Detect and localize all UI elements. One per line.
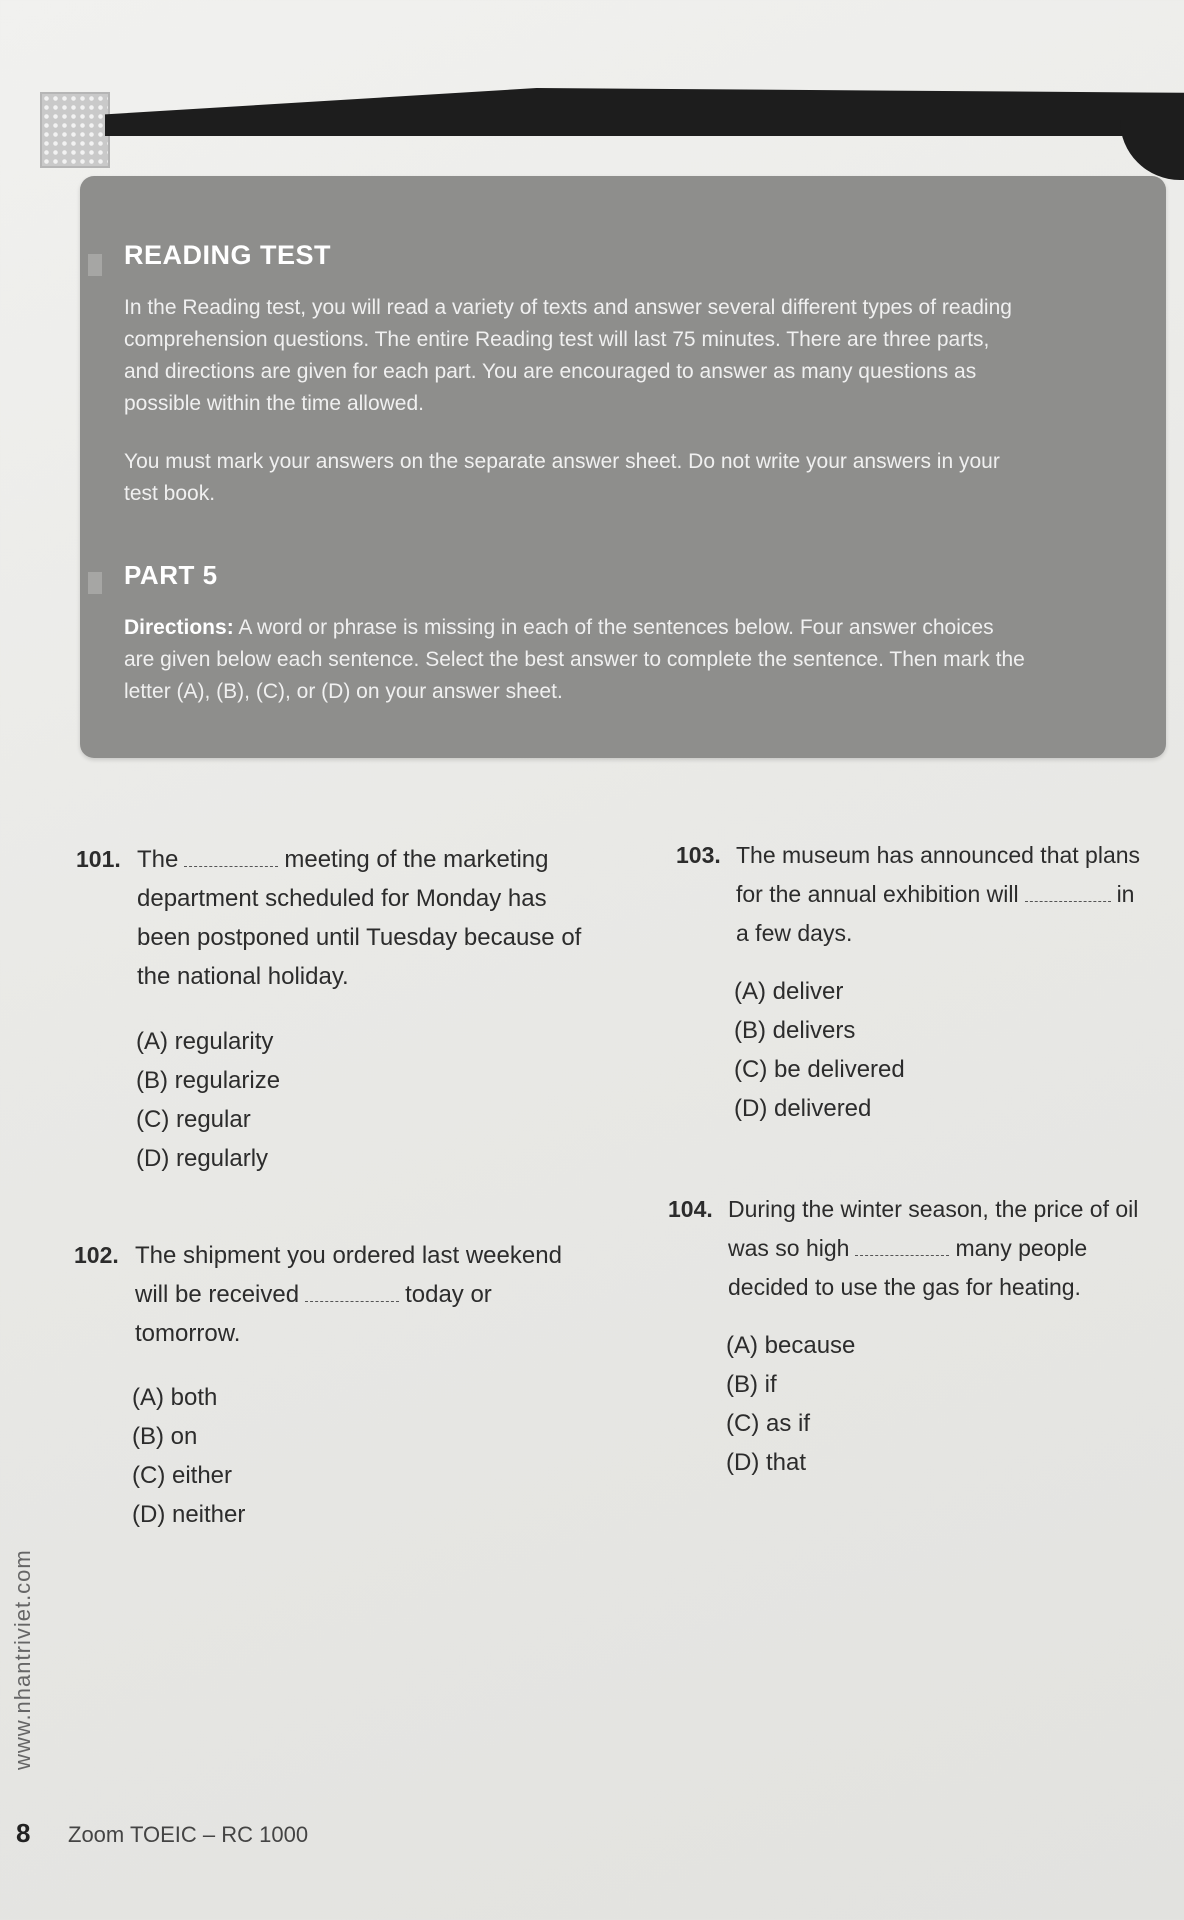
question-text — [728, 1190, 1178, 1307]
question-line: tomorrow. — [135, 1320, 241, 1347]
directions-label: Directions: — [124, 616, 234, 639]
intro-line: possible within the time allowed. — [124, 392, 424, 415]
question-line: for the annual exhibition will — [736, 881, 1019, 907]
answer-options — [726, 1326, 855, 1482]
answer-blank — [184, 852, 278, 867]
option-a[interactable]: (A) regularity — [136, 1028, 274, 1055]
intro-paragraph — [124, 292, 1012, 420]
reading-test-title: READING TEST — [124, 240, 332, 270]
dot-pattern-decoration — [40, 92, 110, 168]
answer-options — [136, 1022, 280, 1178]
option-b[interactable]: (B) delivers — [734, 1017, 856, 1044]
question-text — [736, 836, 1184, 953]
option-c[interactable]: (C) as if — [726, 1410, 810, 1437]
option-d[interactable]: (D) neither — [132, 1501, 246, 1528]
question-line: The — [137, 846, 179, 873]
question-line: The museum has announced that plans — [736, 842, 1141, 868]
answer-blank — [855, 1241, 949, 1256]
header-bar-decoration — [105, 88, 1184, 136]
heading-marker — [88, 572, 102, 594]
option-a[interactable]: (A) both — [132, 1384, 218, 1411]
intro-line: In the Reading test, you will read a variety of texts and answer several different types of reading — [124, 296, 1012, 319]
question-number: 104. — [668, 1196, 713, 1222]
question-number: 103. — [676, 842, 721, 868]
question-text — [135, 1236, 635, 1353]
question-number: 102. — [74, 1242, 119, 1268]
question-line: During the winter season, the price of oil — [728, 1196, 1139, 1222]
question-line: the national holiday. — [137, 963, 349, 990]
header-bar-curve — [1120, 120, 1184, 180]
intro-line: and directions are given for each part. You are encouraged to answer as many questions as — [124, 360, 977, 383]
question-102 — [74, 1236, 634, 1536]
question-line: decided to use the gas for heating. — [728, 1274, 1081, 1300]
answer-blank — [305, 1287, 399, 1302]
question-line: department scheduled for Monday has — [137, 885, 547, 912]
option-c[interactable]: (C) be delivered — [734, 1056, 905, 1083]
answer-options — [734, 972, 905, 1128]
instructions-panel — [80, 176, 1166, 758]
directions-line: letter (A), (B), (C), or (D) on your answer sheet. — [124, 680, 563, 703]
directions-line: A word or phrase is missing in each of the sentences below. Four answer choices — [233, 616, 994, 639]
question-number: 101. — [76, 846, 121, 872]
directions-line: are given below each sentence. Select the best answer to complete the sentence. Then mark the — [124, 648, 1025, 671]
book-title: Zoom TOEIC – RC 1000 — [68, 1822, 309, 1847]
directions-paragraph — [124, 612, 1025, 708]
part-title: PART 5 — [124, 560, 218, 590]
answer-blank — [1025, 887, 1111, 902]
option-b[interactable]: (B) regularize — [136, 1067, 281, 1094]
question-line: a few days. — [736, 920, 853, 946]
question-line: meeting of the marketing — [284, 846, 549, 873]
option-a[interactable]: (A) deliver — [734, 978, 844, 1005]
question-101 — [76, 840, 636, 1180]
option-d[interactable]: (D) delivered — [734, 1095, 872, 1122]
option-b[interactable]: (B) on — [132, 1423, 198, 1450]
question-text — [137, 840, 637, 996]
question-line: many people — [955, 1235, 1088, 1261]
answer-sheet-paragraph — [124, 446, 1000, 510]
question-line: The shipment you ordered last weekend — [135, 1242, 562, 1269]
question-104 — [668, 1190, 1176, 1490]
option-b[interactable]: (B) if — [726, 1371, 777, 1398]
question-line: was so high — [728, 1235, 850, 1261]
question-line: will be received — [135, 1281, 300, 1308]
mark-line: test book. — [124, 482, 216, 505]
heading-marker — [88, 254, 102, 276]
option-a[interactable]: (A) because — [726, 1332, 856, 1359]
option-c[interactable]: (C) either — [132, 1462, 233, 1489]
option-d[interactable]: (D) regularly — [136, 1145, 269, 1172]
question-line: today or — [405, 1281, 492, 1308]
mark-line: You must mark your answers on the separate answer sheet. Do not write your answers in your — [124, 450, 1000, 473]
question-103 — [676, 836, 1176, 1136]
intro-line: comprehension questions. The entire Reading test will last 75 minutes. There are three parts, — [124, 328, 990, 351]
question-line: been postponed until Tuesday because of — [137, 924, 582, 951]
page-number: 8 — [16, 1818, 31, 1848]
answer-options — [132, 1378, 245, 1534]
option-c[interactable]: (C) regular — [136, 1106, 251, 1133]
publisher-website: www.nhantriviet.com — [10, 1549, 35, 1770]
option-d[interactable]: (D) that — [726, 1449, 807, 1476]
question-line: in — [1116, 881, 1135, 907]
